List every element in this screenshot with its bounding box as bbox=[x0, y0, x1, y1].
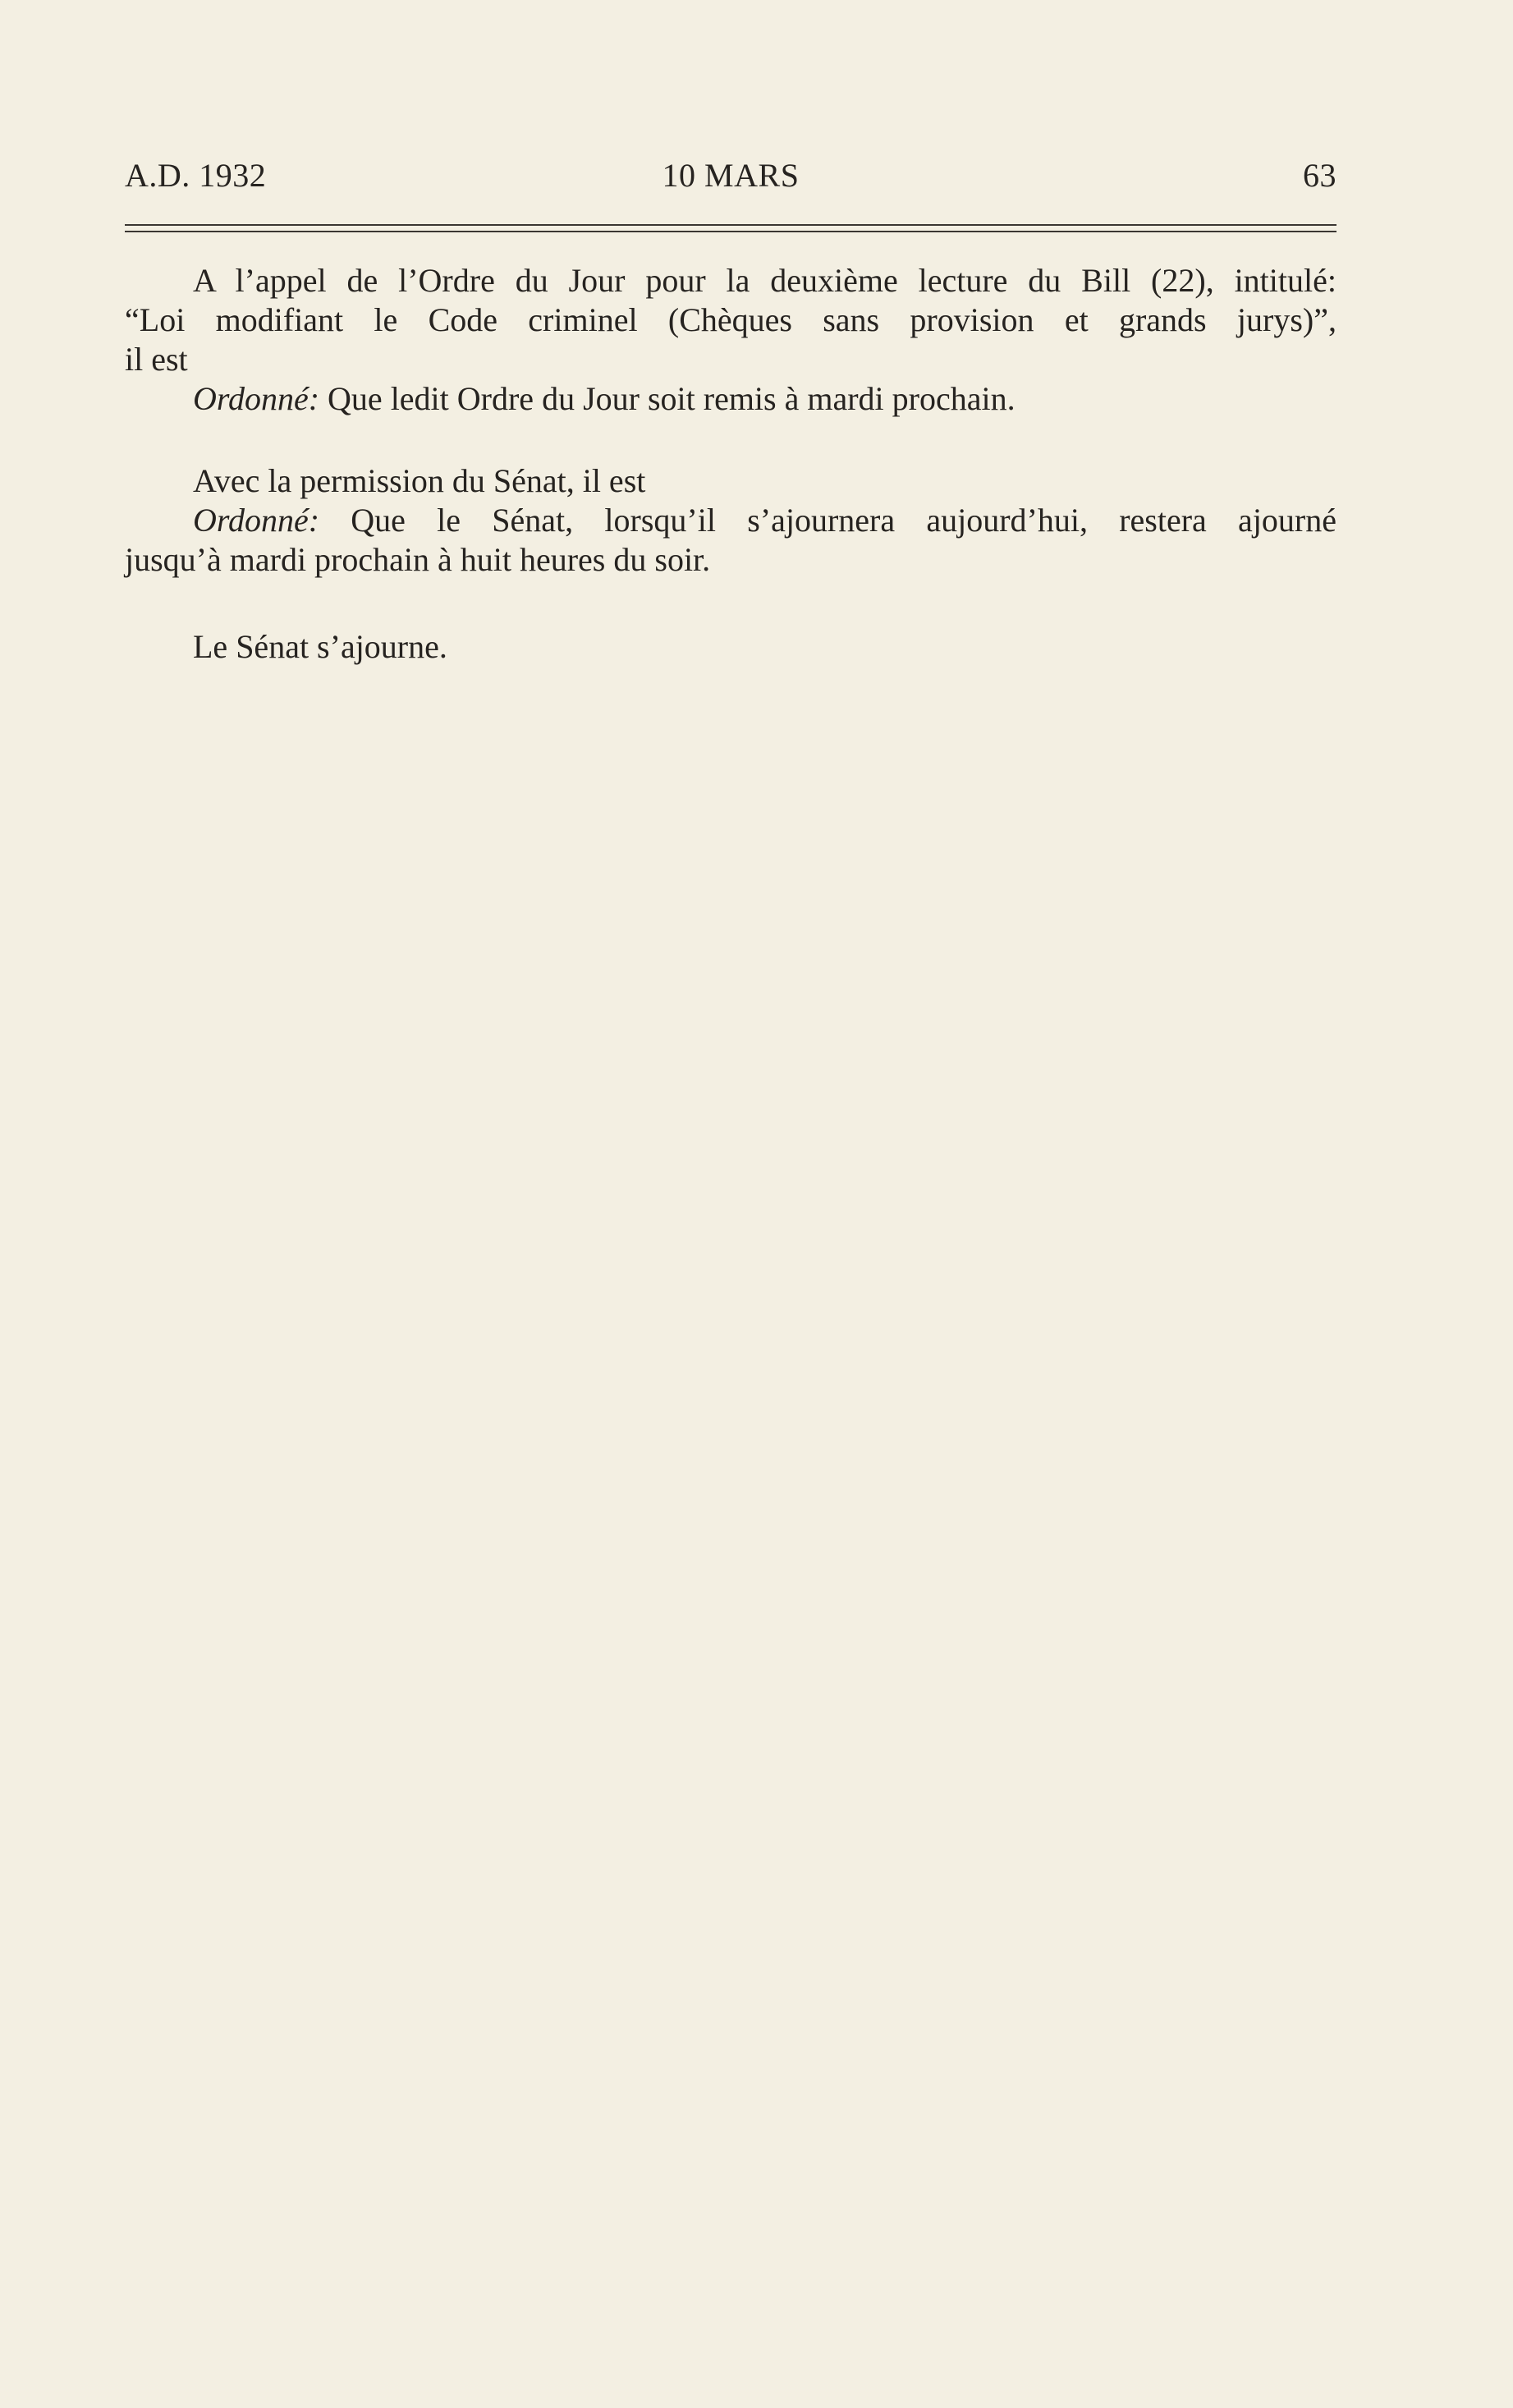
page-number: 63 bbox=[1303, 157, 1336, 194]
paragraph-gap bbox=[125, 580, 1336, 627]
header-double-rule bbox=[125, 224, 1336, 232]
entry-adjournment-order bbox=[125, 461, 1336, 580]
entry-line: Avec la permission du Sénat, il est bbox=[193, 462, 646, 499]
entry-senate-adjourns bbox=[125, 627, 1336, 667]
journal-body bbox=[125, 261, 1336, 667]
order-continuation: jusqu’à mardi prochain à huit heures du soir. bbox=[125, 541, 711, 578]
order-line bbox=[125, 501, 1336, 540]
order-line bbox=[125, 379, 1336, 419]
page-header bbox=[125, 156, 1336, 205]
paragraph-gap bbox=[125, 419, 1336, 461]
entry-line: il est bbox=[125, 341, 188, 378]
order-label: Ordonné: bbox=[193, 502, 320, 539]
entry-bill-22 bbox=[125, 261, 1336, 419]
order-text: Que ledit Ordre du Jour soit remis à mardi prochain. bbox=[328, 380, 1016, 417]
order-label: Ordonné: bbox=[193, 380, 320, 417]
entry-line: Le Sénat s’ajourne. bbox=[193, 628, 447, 665]
header-year: A.D. 1932 bbox=[125, 157, 267, 194]
entry-line: A l’appel de l’Ordre du Jour pour la deuxième lecture du Bill (22), intitulé: bbox=[193, 262, 1336, 299]
header-date: 10 MARS bbox=[662, 157, 800, 194]
entry-line: “Loi modifiant le Code criminel (Chèques sans provision et grands jurys)”, bbox=[125, 301, 1336, 338]
order-text: Que le Sénat, lorsqu’il s’ajournera aujourd’hui, restera ajourné bbox=[351, 502, 1337, 539]
